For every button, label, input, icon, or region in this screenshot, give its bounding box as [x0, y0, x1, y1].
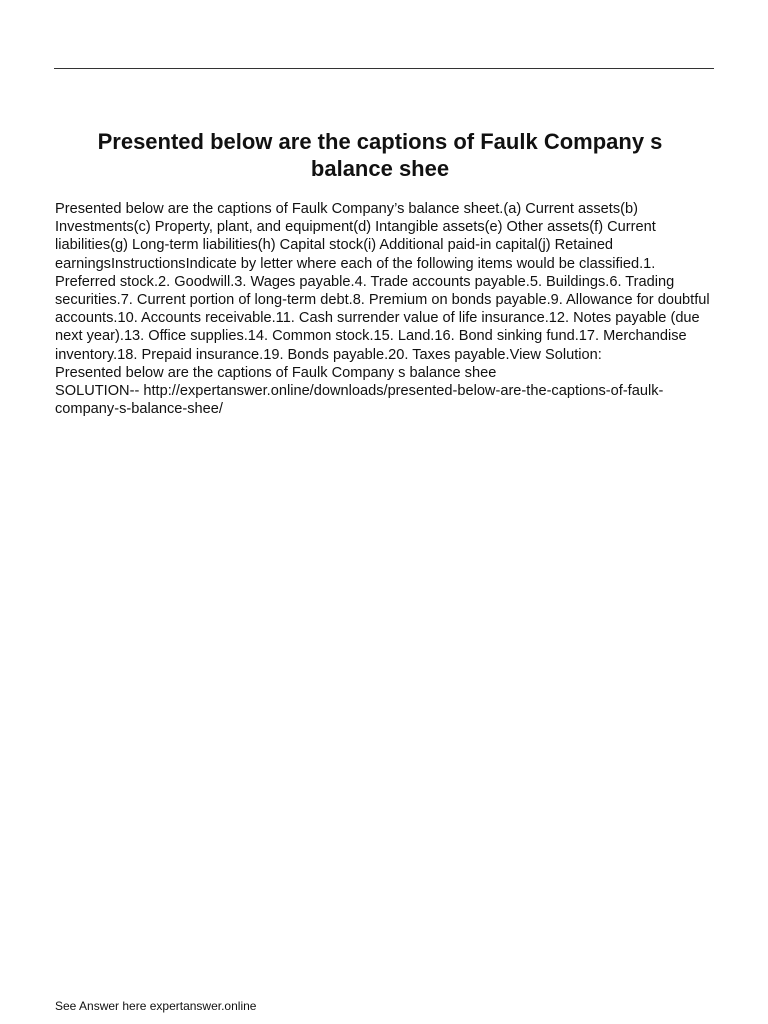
document-body [55, 200, 715, 418]
solution-link[interactable]: SOLUTION-- http://expertanswer.online/downloads/presented-below-are-the-captions-of-faulk-company-s-balance-shee/ [55, 383, 664, 418]
header-rule [54, 68, 714, 69]
document-title: Presented below are the captions of Faulk Company s balance shee [97, 129, 663, 181]
question-paragraph: Presented below are the captions of Faulk Company’s balance sheet.(a) Current assets(b) Investments(c) Property, plant, and equipment(d) Intangible assets(e) Other assets(f) Current liabilities(g) Long-term liabilities(h) Capital stock(i) Additional paid-in capital(j) Retained earningsInstructionsIndicate by letter where each of the following items would be classified.1. Preferred stock.2. Goodwill.3. Wages payable.4. Trade accounts payable.5. Buildings.6. Trading securities.7. Current portion of long-term debt.8. Premium on bonds payable.9. Allowance for doubtful accounts.10. Accounts receivable.11. Cash surrender value of life insurance.12. Notes payable (due next year).13. Office supplies.14. Common stock.15. Land.16. Bond sinking fund.17. Merchandise inventory.18. Prepaid insurance.19. Bonds payable.20. Taxes payable.View Solution: [55, 201, 710, 363]
repeated-title-line: Presented below are the captions of Faulk Company s balance shee [55, 364, 497, 381]
footer-text: See Answer here expertanswer.online [55, 999, 257, 1013]
